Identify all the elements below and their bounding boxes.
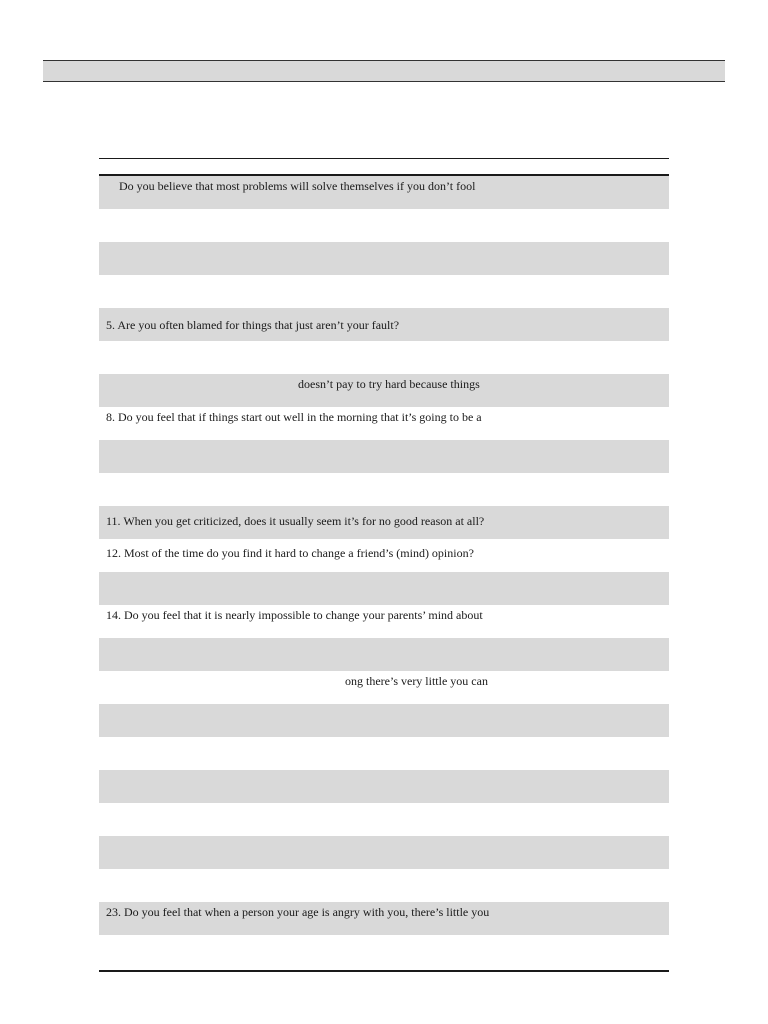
- question-row: [99, 242, 669, 275]
- question-text: 11. When you get criticized, does it usually seem it’s for no good reason at all?: [106, 514, 485, 528]
- header-bar: [43, 60, 725, 82]
- question-text: Do you believe that most problems will solve themselves if you don’t fool: [119, 179, 476, 193]
- question-text: 5. Are you often blamed for things that just aren’t your fault?: [106, 318, 400, 332]
- question-row: [99, 605, 669, 638]
- question-text: 8. Do you feel that if things start out well in the morning that it’s going to be a: [106, 410, 482, 424]
- question-text: 23. Do you feel that when a person your age is angry with you, there’s little you: [106, 905, 490, 919]
- question-row: [99, 803, 669, 836]
- question-row: [99, 275, 669, 308]
- question-row: [99, 737, 669, 770]
- question-row: [99, 407, 669, 440]
- question-row: [99, 638, 669, 671]
- question-row: [99, 836, 669, 869]
- question-row: [99, 704, 669, 737]
- question-row: [99, 308, 669, 341]
- table-top-rule: [99, 158, 669, 159]
- question-row: [99, 176, 669, 209]
- question-text: 14. Do you feel that it is nearly impossible to change your parents’ mind about: [106, 608, 483, 622]
- question-row: [99, 572, 669, 605]
- table-bottom-rule: [99, 970, 669, 972]
- question-row: [99, 506, 669, 539]
- question-row: [99, 473, 669, 506]
- question-text: 12. Most of the time do you find it hard to change a friend’s (mind) opinion?: [106, 546, 474, 560]
- question-row: [99, 374, 669, 407]
- question-row: [99, 671, 669, 704]
- question-row: [99, 341, 669, 374]
- question-rows: [99, 176, 669, 935]
- question-row: [99, 770, 669, 803]
- question-row: [99, 902, 669, 935]
- question-row: [99, 539, 669, 572]
- question-row: [99, 440, 669, 473]
- question-text: doesn’t pay to try hard because things: [298, 377, 480, 391]
- question-row: [99, 869, 669, 902]
- question-row: [99, 209, 669, 242]
- question-text: ong there’s very little you can: [345, 674, 488, 688]
